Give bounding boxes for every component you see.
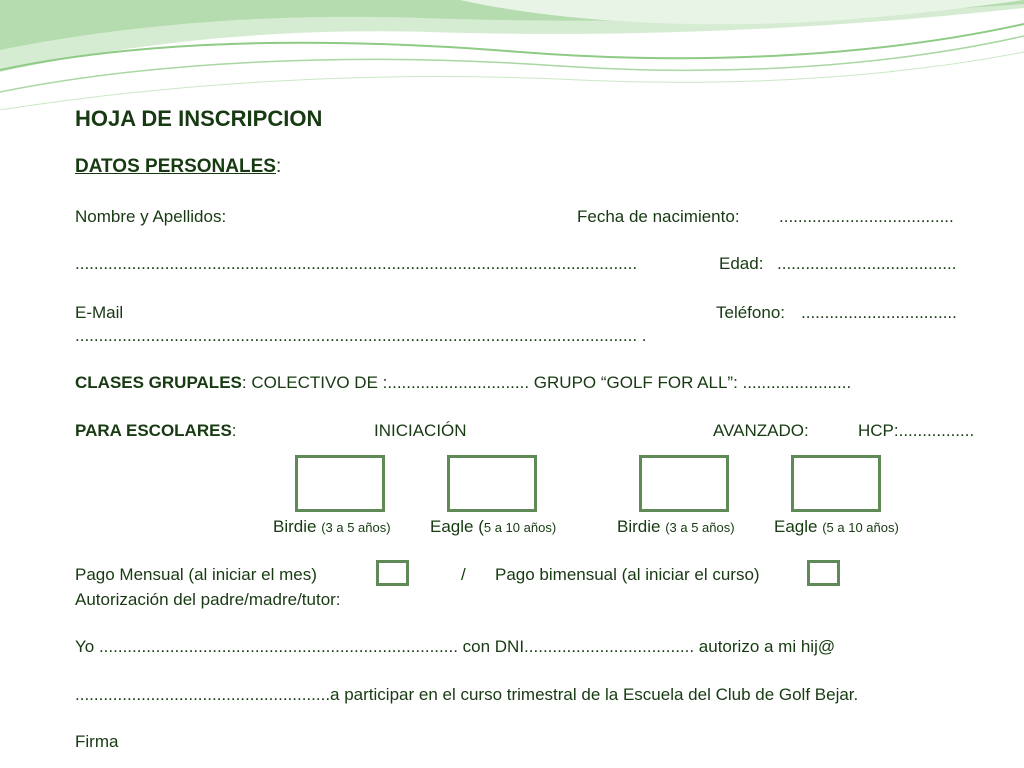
pago-mensual-label: Pago Mensual (al iniciar el mes) [75, 565, 317, 584]
telefono-label: Teléfono: [716, 303, 785, 322]
pago-bimensual-label: Pago bimensual (al iniciar el curso) [495, 565, 760, 584]
para-escolares-colon: : [231, 421, 237, 440]
nombre-field[interactable]: ....................................................................................................................... [75, 254, 638, 273]
email-field[interactable]: ....................................................................................................................... . [75, 326, 647, 345]
pago-mensual-checkbox[interactable] [376, 560, 409, 586]
form-title: HOJA DE INSCRIPCION [75, 106, 323, 131]
edad-label: Edad: [719, 254, 764, 273]
option-name: Birdie [273, 517, 322, 536]
option-range: (3 a 5 años) [321, 520, 391, 535]
datos-personales-label: DATOS PERSONALES [75, 156, 276, 177]
datos-personales-colon: : [275, 156, 282, 177]
iniciacion-label: INICIACIÓN [374, 421, 467, 440]
option-range: (3 a 5 años) [665, 520, 735, 535]
telefono-field[interactable]: ................................. [801, 303, 957, 322]
participar-line[interactable]: ......................................................a participar en el curso trimestral de la Escuela del Club de Golf Bejar. [75, 685, 859, 704]
birdie-iniciacion-checkbox[interactable] [295, 455, 385, 512]
option-range: 5 a 10 años) [483, 520, 557, 535]
fecha-nacimiento-field[interactable]: ..................................... [779, 207, 954, 226]
clases-grupales-label: CLASES GRUPALES [75, 373, 242, 392]
avanzado-label: AVANZADO: [713, 421, 809, 440]
option-birdie-avanzado [617, 517, 735, 538]
pago-bimensual-checkbox[interactable] [807, 560, 840, 586]
escolares-row-label [75, 421, 237, 441]
edad-field[interactable]: ...................................... [777, 254, 957, 273]
email-label: E-Mail [75, 303, 124, 322]
option-eagle-avanzado [774, 517, 899, 538]
nombre-label: Nombre y Apellidos: [75, 207, 227, 226]
firma-label[interactable]: Firma [75, 732, 119, 751]
para-escolares-label: PARA ESCOLARES [75, 421, 232, 440]
option-range: (5 a 10 años) [822, 520, 899, 535]
yo-dni-line[interactable]: Yo ............................................................................ con DNI.................................... autorizo a mi hij@ [75, 637, 836, 656]
eagle-iniciacion-checkbox[interactable] [447, 455, 537, 512]
clases-grupales-colon: : [241, 373, 247, 392]
hcp-field[interactable]: HCP:................ [858, 421, 975, 440]
datos-personales-heading [75, 156, 281, 178]
option-name: Birdie [617, 517, 666, 536]
pago-slash: / [461, 565, 466, 584]
clases-grupales-row [75, 373, 851, 393]
autorizacion-heading: Autorización del padre/madre/tutor: [75, 590, 341, 609]
option-eagle-iniciacion [430, 517, 556, 538]
header-swoosh-decoration [0, 0, 1024, 110]
option-birdie-iniciacion [273, 517, 391, 538]
fecha-nacimiento-label: Fecha de nacimiento: [577, 207, 740, 226]
clases-grupales-text[interactable]: COLECTIVO DE :.............................. GRUPO “GOLF FOR ALL”: ....................... [251, 373, 852, 392]
option-name: Eagle ( [430, 517, 484, 536]
eagle-avanzado-checkbox[interactable] [791, 455, 881, 512]
birdie-avanzado-checkbox[interactable] [639, 455, 729, 512]
option-name: Eagle [774, 517, 823, 536]
